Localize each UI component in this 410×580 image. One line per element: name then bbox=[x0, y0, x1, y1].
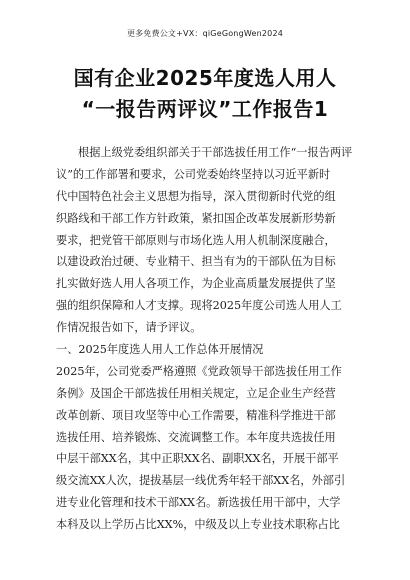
body-line: 以建设政治过硬、专业精干、担当有为的干部队伍为目标 bbox=[56, 255, 336, 269]
body-line: 根据上级党委组织部关于干部选拔任用工作“一报告两评 bbox=[78, 146, 353, 159]
body-line: 条例》及国企干部选拔任用相关规定，立足企业生产经营 bbox=[56, 386, 336, 400]
document-title-line-1: 国有企业2025年度选人用人 bbox=[73, 66, 337, 90]
body-line: 要求，把党管干部原则与市场化选人用人机制深度融合， bbox=[56, 233, 336, 247]
body-line: 议”的工作部署和要求，公司党委始终坚持以习近平新时 bbox=[56, 167, 331, 181]
section-heading: 一、2025年度选人用人工作总体开展情况 bbox=[56, 343, 264, 357]
document-title-line-2: “一报告两评议”工作报告1 bbox=[81, 97, 329, 121]
body-line: 织路线和干部工作方针政策，紧扣国企改革发展新形势新 bbox=[56, 211, 336, 225]
body-line: 进专业化管理和技术干部XX名。新选拔任用干部中，大学 bbox=[56, 496, 341, 510]
body-line: 中层干部XX名，其中正职XX名、副职XX名，开展干部平 bbox=[56, 452, 339, 466]
body-line: 扎实做好选人用人各项工作，为企业高质量发展提供了坚 bbox=[56, 277, 336, 291]
body-line: 代中国特色社会主义思想为指导，深入贯彻新时代党的组 bbox=[56, 189, 336, 203]
body-line: 选拔任用、培养锻炼、交流调整工作。本年度共选拔任用 bbox=[56, 430, 336, 444]
body-line: 强的组织保障和人才支撑。现将2025年度公司选人用人工 bbox=[56, 299, 342, 313]
body-line: 级交流XX人次，提拔基层一线优秀年轻干部XX名，外部引 bbox=[56, 474, 346, 488]
body-line: 作情况报告如下，请予评议。 bbox=[56, 321, 202, 335]
body-line: 本科及以上学历占比XX%，中级及以上专业技术职称占比 bbox=[56, 518, 340, 532]
header-banner: 更多免费公文+VX：qiGeGongWen2024 bbox=[126, 29, 284, 38]
document-body bbox=[56, 142, 362, 536]
body-line: 改革创新、项目攻坚等中心工作需要，精准科学推进干部 bbox=[56, 408, 336, 422]
body-line: 2025年，公司党委严格遵照《党政领导干部选拔任用工作 bbox=[56, 364, 342, 378]
